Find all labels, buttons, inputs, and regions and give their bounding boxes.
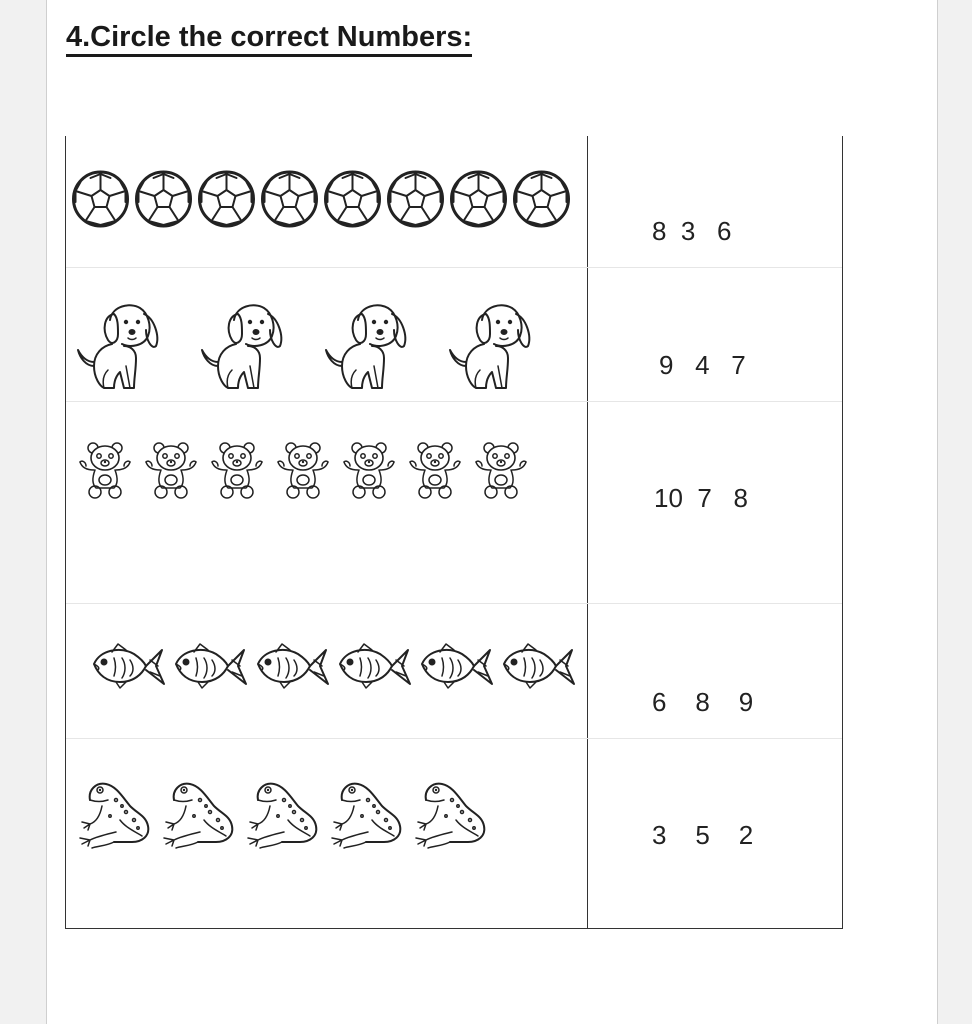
fish-icon (254, 640, 330, 690)
row-separator (66, 267, 842, 268)
worksheet-heading: 4.Circle the correct Numbers: (66, 20, 472, 57)
row-separator (66, 401, 842, 402)
row-3-choices[interactable]: 10 7 8 (654, 483, 748, 513)
frog-icon (76, 776, 154, 852)
soccer-ball-icon (133, 170, 194, 228)
row-1-icons (70, 170, 572, 228)
fish-icon (336, 640, 412, 690)
fish-icon (500, 640, 576, 690)
fish-icon (90, 640, 166, 690)
soccer-ball-icon (511, 170, 572, 228)
row-separator (66, 738, 842, 739)
puppy-icon (198, 300, 285, 392)
soccer-ball-icon (70, 170, 131, 228)
row-2-choices[interactable]: 9 4 7 (659, 350, 746, 380)
row-separator (66, 603, 842, 604)
frog-icon (412, 776, 490, 852)
puppy-icon (74, 300, 161, 392)
frog-icon (244, 776, 322, 852)
teddy-bear-icon (406, 440, 464, 500)
teddy-bear-icon (208, 440, 266, 500)
row-1-choices[interactable]: 8 3 6 (652, 216, 732, 246)
soccer-ball-icon (259, 170, 320, 228)
frog-icon (160, 776, 238, 852)
row-2-icons (74, 300, 533, 392)
fish-icon (418, 640, 494, 690)
row-3-icons (76, 440, 530, 500)
teddy-bear-icon (274, 440, 332, 500)
soccer-ball-icon (322, 170, 383, 228)
soccer-ball-icon (385, 170, 446, 228)
puppy-icon (446, 300, 533, 392)
teddy-bear-icon (76, 440, 134, 500)
soccer-ball-icon (448, 170, 509, 228)
teddy-bear-icon (142, 440, 200, 500)
table-middle-border (587, 136, 588, 929)
teddy-bear-icon (340, 440, 398, 500)
table-right-border (842, 136, 843, 929)
fish-icon (172, 640, 248, 690)
soccer-ball-icon (196, 170, 257, 228)
row-5-choices[interactable]: 3 5 2 (652, 820, 754, 850)
puppy-icon (322, 300, 409, 392)
row-4-choices[interactable]: 6 8 9 (652, 687, 754, 717)
row-5-icons (76, 776, 490, 852)
teddy-bear-icon (472, 440, 530, 500)
table-left-border (65, 136, 66, 929)
frog-icon (328, 776, 406, 852)
table-bottom-border (65, 928, 843, 929)
row-4-icons (90, 640, 576, 690)
